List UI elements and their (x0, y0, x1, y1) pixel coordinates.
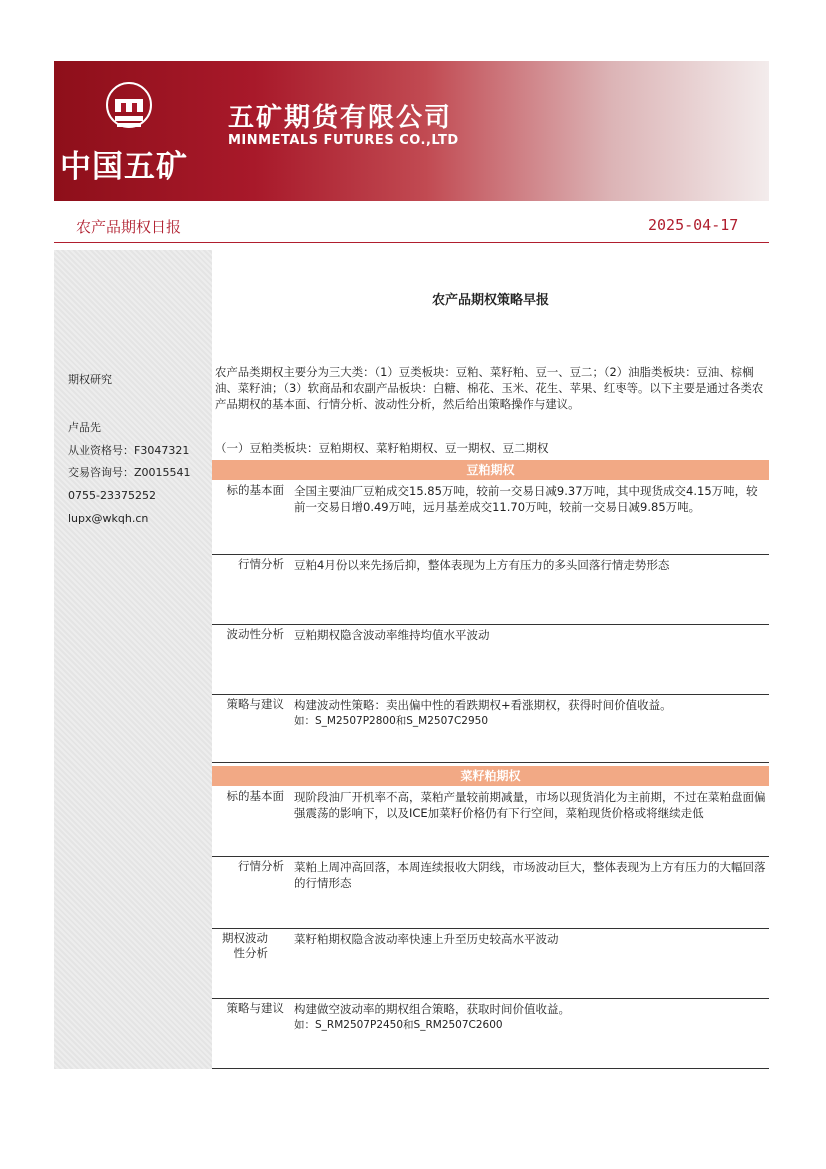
table-bottom-rule (212, 1068, 769, 1069)
header-divider (54, 242, 769, 243)
author-sidebar (54, 250, 212, 1069)
phone-number: 0755-23375252 (68, 489, 156, 502)
strategy-text: 构建波动性策略：卖出偏中性的看跌期权+看涨期权，获得时间价值收益。 (294, 698, 672, 712)
company-name-en: MINMETALS FUTURES CO.,LTD (228, 133, 459, 148)
company-name-cn: 五矿期货有限公司 (228, 103, 453, 133)
row-text (294, 697, 766, 729)
row-text: 现阶段油厂开机率不高，菜粕产量较前期减量，市场以现货消化为主前期，不过在菜粕盘面偏强震荡的影响下，以及ICE加菜籽价格仍有下行空间，菜粕现货价格或将继续走低 (294, 790, 766, 820)
row-text: 菜籽粕期权隐含波动率快速上升至历史较高水平波动 (294, 932, 559, 946)
row-label: 期权波动性分析 (222, 931, 268, 960)
row-label: 行情分析 (238, 859, 284, 873)
row-text: 全国主要油厂豆粕成交15.85万吨，较前一交易日减9.37万吨，其中现货成交4.15万吨，较前一交易日增0.49万吨，远月基差成交11.70万吨，较前一交易日减9.85万吨。 (294, 484, 758, 514)
row-label: 波动性分析 (226, 627, 284, 641)
brand-cn: 中国五矿 (60, 149, 188, 185)
block-header-rapeseed-meal: 菜籽粕期权 (212, 766, 769, 786)
row-text: 菜粕上周冲高回落，本周连续报收大阴线，市场波动巨大，整体表现为上方有压力的大幅回落的行情形态 (294, 860, 766, 890)
table-row (212, 626, 769, 695)
minmetals-logo-icon (104, 79, 154, 135)
row-label: 标的基本面 (226, 483, 284, 497)
row-label: 策略与建议 (226, 1001, 284, 1015)
row-text: 豆粕4月份以来先扬后抑，整体表现为上方有压力的多头回落行情走势形态 (294, 558, 670, 572)
strategy-example: 如：S_RM2507P2450和S_RM2507C2600 (294, 1019, 503, 1031)
report-date: 2025-04-17 (648, 216, 739, 234)
strategy-title: 农产品期权策略早报 (431, 293, 549, 308)
block-header-soymeal: 豆粕期权 (212, 460, 769, 480)
table-row (212, 696, 769, 763)
email-address: lupx@wkqh.cn (68, 512, 149, 525)
qualification-number: 从业资格号：F3047321 (68, 444, 190, 457)
report-title: 农产品期权日报 (76, 218, 182, 236)
strategy-text: 构建做空波动率的期权组合策略，获取时间价值收益。 (294, 1002, 570, 1016)
row-label: 行情分析 (238, 557, 284, 571)
strategy-example: 如：S_M2507P2800和S_M2507C2950 (294, 715, 488, 727)
analyst-name: 卢品先 (68, 421, 101, 434)
table-row (212, 556, 769, 625)
header-banner (54, 61, 769, 201)
section-title: （一）豆粕类板块：豆粕期权、菜籽粕期权、豆一期权、豆二期权 (215, 441, 549, 455)
table-row (212, 788, 769, 857)
row-label: 标的基本面 (226, 789, 284, 803)
table-row (212, 482, 769, 555)
consulting-number: 交易咨询号：Z0015541 (68, 466, 191, 479)
intro-paragraph: 农产品类期权主要分为三大类：（1）豆类板块：豆粕、菜籽粕、豆一、豆二；（2）油脂类板块：豆油、棕榈油、菜籽油；（3）软商品和农副产品板块：白糖、棉花、玉米、花生、苹果、红枣等。以下主要是通过各类农产品期权的基本面、行情分析、波动性分析，然后给出策略操作与建议。 (215, 365, 764, 411)
row-text: 豆粕期权隐含波动率维持均值水平波动 (294, 628, 490, 642)
report-content (212, 250, 769, 1069)
table-row (212, 858, 769, 929)
department-label: 期权研究 (68, 373, 112, 386)
table-row (212, 1000, 769, 1066)
row-label: 策略与建议 (226, 697, 284, 711)
table-row (212, 930, 769, 999)
row-text (294, 1001, 766, 1033)
